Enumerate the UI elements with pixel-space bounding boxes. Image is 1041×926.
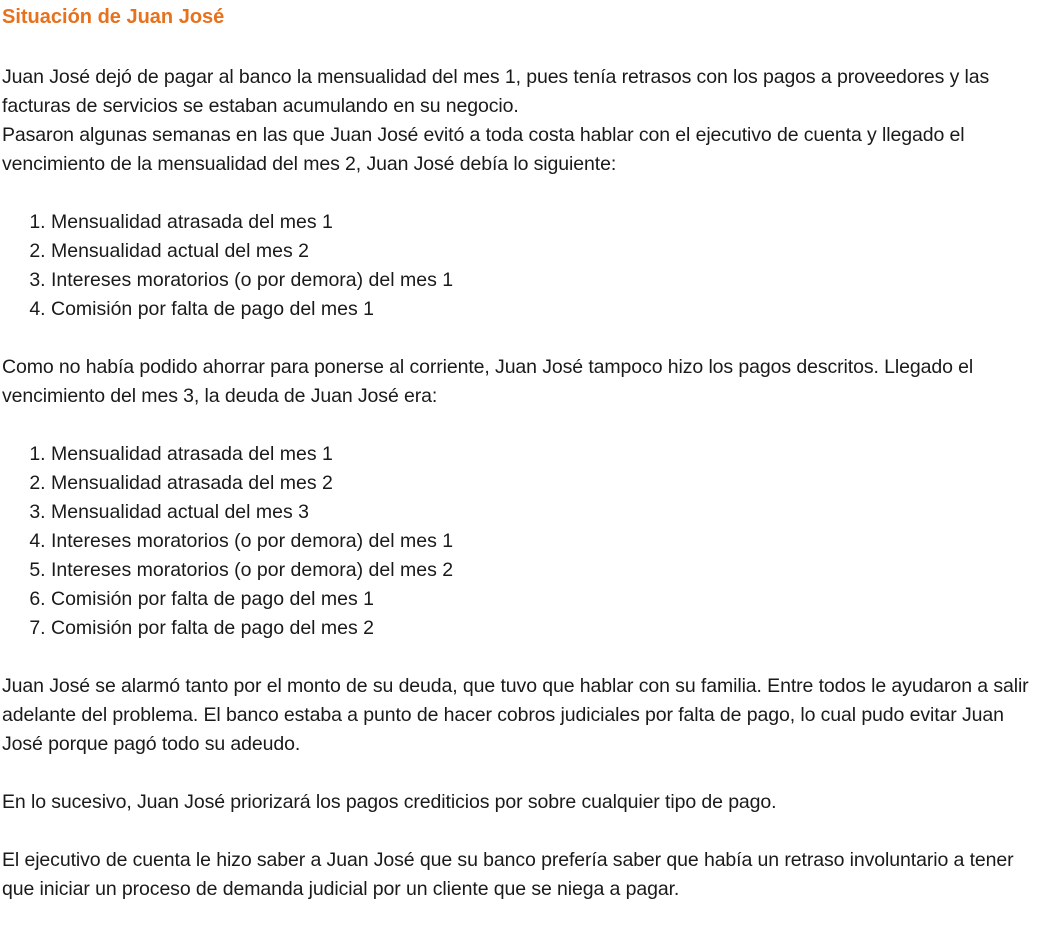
spacer <box>2 29 1039 63</box>
paragraph-intro <box>2 63 1039 179</box>
page-title: Situación de Juan José <box>2 6 225 28</box>
spacer <box>2 643 1039 672</box>
list-item: 1. Mensualidad atrasada del mes 1 <box>51 440 1039 469</box>
paragraph-resolution: Juan José se alarmó tanto por el monto de su deuda, que tuvo que hablar con su familia. Entre todos le ayudaron a salir adelante del problema. El banco estaba a punto de hacer cobros judiciales por falta de pago, lo cual pudo evitar Juan José porque pagó todo su adeudo. <box>2 675 1029 755</box>
paragraph-month-3: Como no había podido ahorrar para ponerse al corriente, Juan José tampoco hizo los pagos descritos. Llegado el vencimiento del mes 3, la deuda de Juan José era: <box>2 356 974 407</box>
list-item: 3. Intereses moratorios (o por demora) del mes 1 <box>51 266 1039 295</box>
list-item: 4. Comisión por falta de pago del mes 1 <box>51 295 1039 324</box>
list-item: 5. Intereses moratorios (o por demora) del mes 2 <box>51 556 1039 585</box>
list-item: 3. Mensualidad actual del mes 3 <box>51 498 1039 527</box>
list-item: 4. Intereses moratorios (o por demora) del mes 1 <box>51 527 1039 556</box>
spacer <box>2 817 1039 846</box>
document-page <box>0 5 1041 926</box>
paragraph-conclusion: El ejecutivo de cuenta le hizo saber a Juan José que su banco prefería saber que había un retraso involuntario a tener que iniciar un proceso de demanda judicial por un cliente que se niega a pagar. <box>2 849 1014 900</box>
spacer <box>2 759 1039 788</box>
paragraph-intro-sentence-1: Juan José dejó de pagar al banco la mensualidad del mes 1, pues tenía retrasos con los pagos a proveedores y las facturas de servicios se estaban acumulando en su negocio. <box>2 66 990 117</box>
list-item: 2. Mensualidad actual del mes 2 <box>51 237 1039 266</box>
paragraph-priority: En lo sucesivo, Juan José priorizará los pagos crediticios por sobre cualquier tipo de pago. <box>2 791 777 813</box>
list-item: 7. Comisión por falta de pago del mes 2 <box>51 614 1039 643</box>
list-item: 2. Mensualidad atrasada del mes 2 <box>51 469 1039 498</box>
debt-list-month-2 <box>2 208 1039 324</box>
spacer <box>2 324 1039 353</box>
list-item: 6. Comisión por falta de pago del mes 1 <box>51 585 1039 614</box>
list-item: 1. Mensualidad atrasada del mes 1 <box>51 208 1039 237</box>
debt-list-month-3 <box>2 440 1039 643</box>
paragraph-intro-sentence-2: Pasaron algunas semanas en las que Juan José evitó a toda costa hablar con el ejecutivo de cuenta y llegado el vencimiento de la mensualidad del mes 2, Juan José debía lo siguiente: <box>2 124 965 175</box>
spacer <box>2 179 1039 208</box>
spacer <box>2 411 1039 440</box>
